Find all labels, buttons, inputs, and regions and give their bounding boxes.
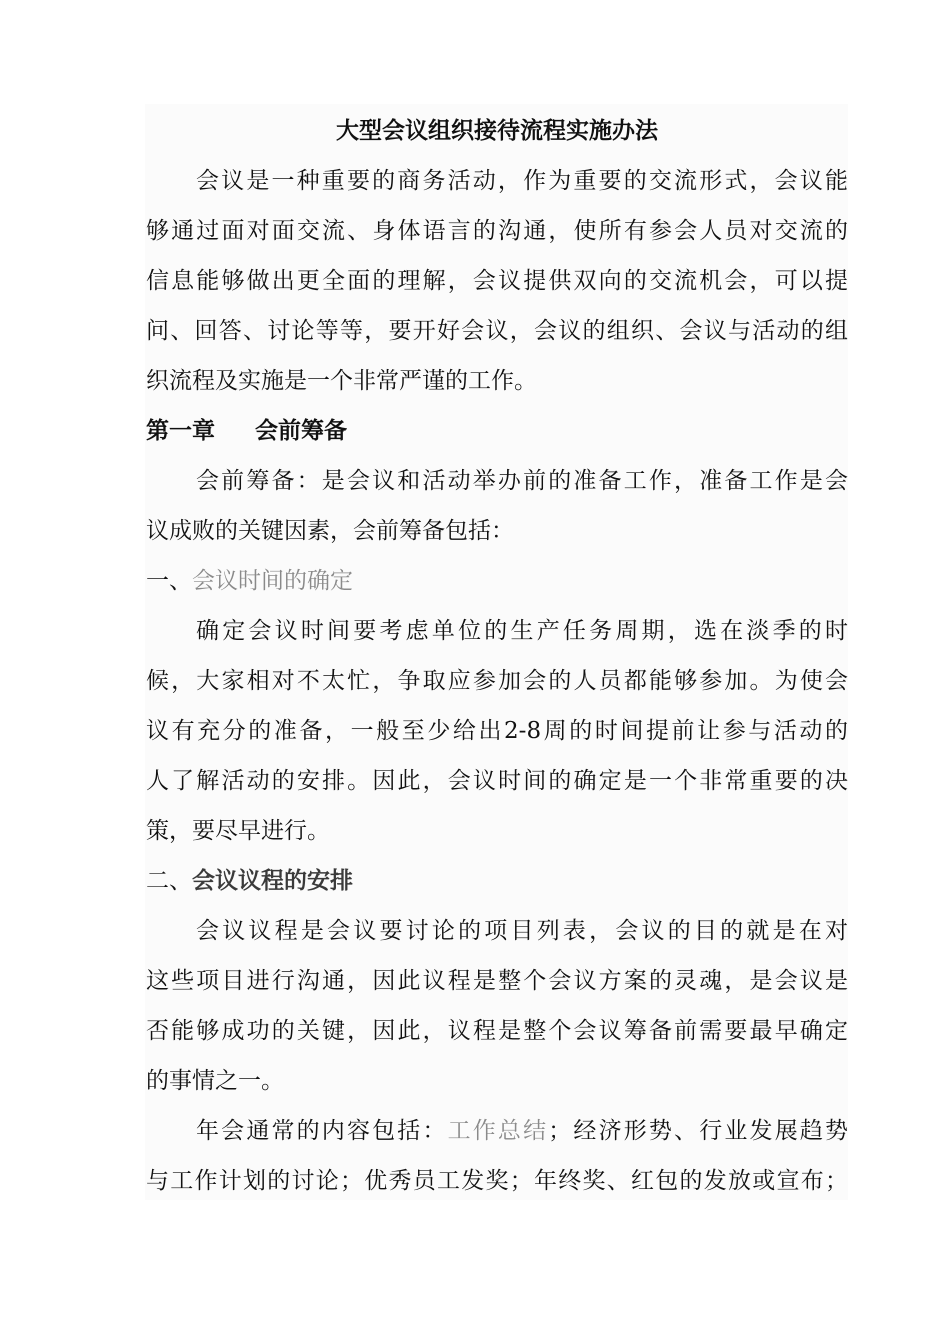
section2-line-1: 会议议程是会议要讨论的项目列表，会议的目的就是在对: [196, 918, 848, 944]
section1-line-3: 议有充分的准备，一般至少给出2-8周的时间提前让参与活动的: [146, 718, 848, 744]
chapter-intro-line-1: 会前筹备：是会议和活动举办前的准备工作，准备工作是会: [196, 468, 848, 494]
annual-line-1: [196, 1116, 848, 1146]
annual-suffix: ；经济形势、行业发展趋势: [548, 1118, 849, 1144]
section-number-1: 一、: [146, 568, 192, 594]
section-title-2: 会议议程的安排: [192, 867, 353, 894]
section-title-1: 会议时间的确定: [192, 568, 353, 594]
annual-line-2: 与工作计划的讨论；优秀员工发奖；年终奖、红包的发放或宣布；: [146, 1168, 848, 1194]
section1-line-2: 候，大家相对不太忙，争取应参加会的人员都能够参加。为使会: [146, 668, 848, 694]
chapter-heading: [146, 416, 848, 446]
section1-line-5: 策，要尽早进行。: [146, 818, 330, 844]
section2-line-2: 这些项目进行沟通，因此议程是整个会议方案的灵魂，是会议是: [146, 968, 848, 994]
section1-line-4: 人了解活动的安排。因此，会议时间的确定是一个非常重要的决: [146, 768, 848, 794]
intro-line-1: 会议是一种重要的商务活动，作为重要的交流形式，会议能: [196, 168, 848, 194]
annual-prefix: 年会通常的内容包括：: [196, 1118, 448, 1144]
section-heading-2: [146, 866, 848, 896]
chapter-title: 会前筹备: [255, 417, 347, 444]
chapter-label: 第一章: [146, 417, 215, 444]
intro-line-2: 够通过面对面交流、身体语言的沟通，使所有参会人员对交流的: [146, 218, 848, 244]
document-title: 大型会议组织接待流程实施办法: [336, 117, 658, 144]
intro-line-4: 问、回答、讨论等等，要开好会议，会议的组织、会议与活动的组: [146, 318, 848, 344]
section-number-2: 二、: [146, 868, 192, 894]
section1-line-1: 确定会议时间要考虑单位的生产任务周期，选在淡季的时: [196, 618, 848, 644]
section-heading-1: [146, 566, 848, 596]
section2-line-3: 否能够成功的关键，因此，议程是整个会议筹备前需要最早确定: [146, 1018, 848, 1044]
annual-highlight: 工作总结: [447, 1118, 549, 1144]
intro-line-5: 织流程及实施是一个非常严谨的工作。: [146, 368, 537, 394]
chapter-intro-line-2: 议成败的关键因素，会前筹备包括：: [146, 518, 514, 544]
intro-line-3: 信息能够做出更全面的理解，会议提供双向的交流机会，可以提: [146, 268, 848, 294]
section2-line-4: 的事情之一。: [146, 1068, 284, 1094]
